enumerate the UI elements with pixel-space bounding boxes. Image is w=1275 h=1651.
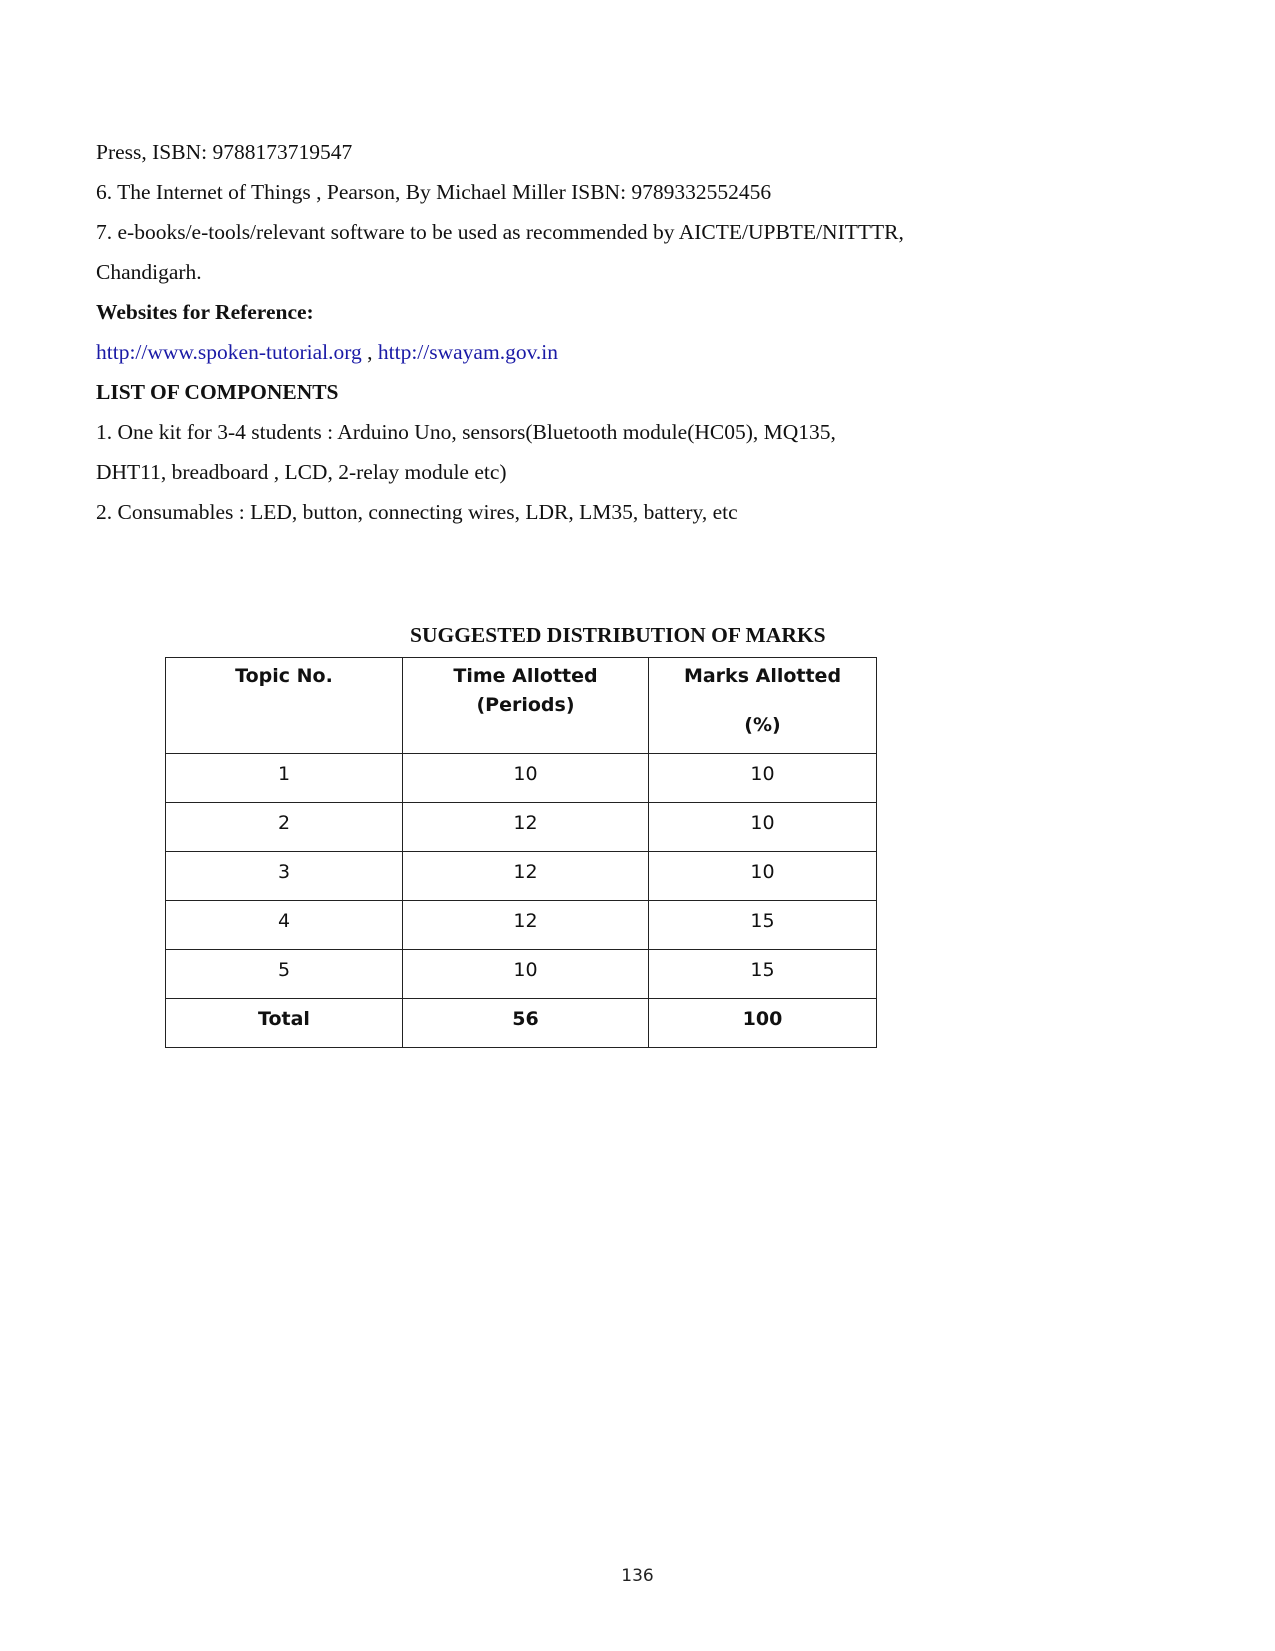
cell-marks: 10 — [649, 803, 877, 852]
table-header-row — [166, 658, 877, 754]
reference-line-press: Press, ISBN: 9788173719547 — [96, 140, 353, 164]
component-item-2: 2. Consumables : LED, button, connecting wires, LDR, LM35, battery, etc — [96, 500, 738, 524]
header-topic: Topic No. — [166, 658, 403, 754]
header-marks-allotted: Marks Allotted (%) — [649, 658, 877, 754]
cell-topic: 4 — [166, 901, 403, 950]
table-row — [166, 852, 877, 901]
component-item-1-continued: DHT11, breadboard , LCD, 2-relay module etc) — [96, 460, 507, 484]
component-item-1: 1. One kit for 3-4 students : Arduino Uno, sensors(Bluetooth module(HC05), MQ135, — [96, 420, 836, 444]
cell-marks: 10 — [649, 852, 877, 901]
cell-total-label: Total — [166, 999, 403, 1048]
table-row — [166, 803, 877, 852]
swayam-link[interactable]: http://swayam.gov.in — [377, 340, 559, 364]
link-separator: , — [361, 340, 378, 364]
cell-time: 12 — [403, 852, 649, 901]
marks-table-title: SUGGESTED DISTRIBUTION OF MARKS — [410, 623, 826, 647]
cell-marks: 15 — [649, 901, 877, 950]
cell-time: 12 — [403, 803, 649, 852]
websites-links — [96, 339, 558, 365]
cell-topic: 5 — [166, 950, 403, 999]
cell-total-time: 56 — [403, 999, 649, 1048]
cell-time: 10 — [403, 754, 649, 803]
cell-time: 10 — [403, 950, 649, 999]
components-heading: LIST OF COMPONENTS — [96, 380, 339, 404]
websites-heading: Websites for Reference: — [96, 300, 314, 324]
header-time-allotted: Time Allotted (Periods) — [403, 658, 649, 754]
reference-item-6: 6. The Internet of Things , Pearson, By Michael Miller ISBN: 9789332552456 — [96, 180, 772, 204]
page-number: 136 — [621, 1566, 654, 1586]
cell-topic: 2 — [166, 803, 403, 852]
marks-distribution-table — [165, 657, 877, 1048]
cell-marks: 15 — [649, 950, 877, 999]
table-row — [166, 901, 877, 950]
cell-time: 12 — [403, 901, 649, 950]
reference-item-7-continued: Chandigarh. — [96, 260, 202, 284]
table-row — [166, 754, 877, 803]
cell-total-marks: 100 — [649, 999, 877, 1048]
cell-topic: 3 — [166, 852, 403, 901]
table-row — [166, 950, 877, 999]
reference-item-7: 7. e-books/e-tools/relevant software to be used as recommended by AICTE/UPBTE/NITTTR, — [96, 220, 904, 244]
cell-topic: 1 — [166, 754, 403, 803]
spoken-tutorial-link[interactable]: http://www.spoken-tutorial.org — [96, 340, 362, 364]
table-total-row — [166, 999, 877, 1048]
cell-marks: 10 — [649, 754, 877, 803]
